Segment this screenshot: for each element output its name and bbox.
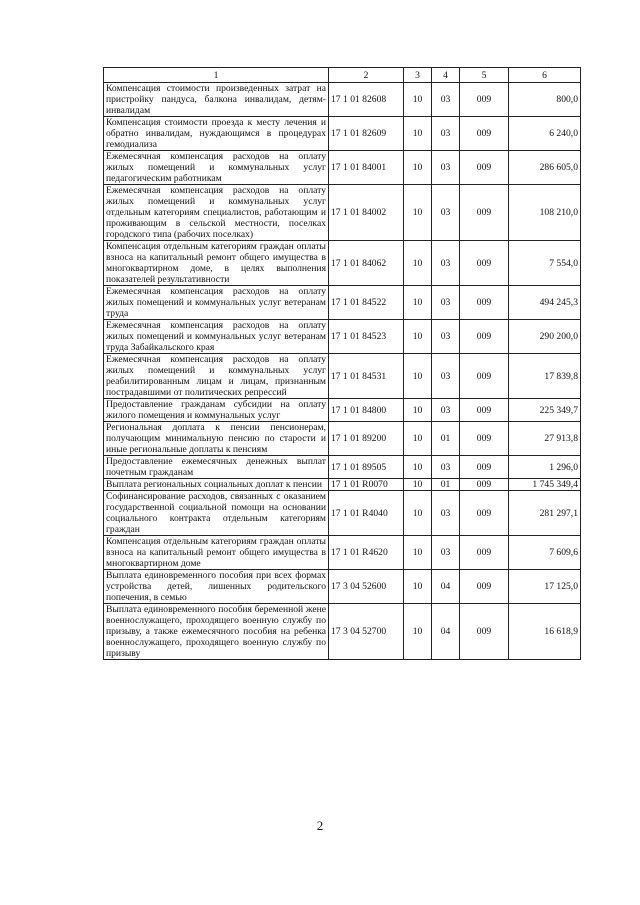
row-section-code: 10 xyxy=(404,286,432,320)
row-amount: 281 297,1 xyxy=(509,491,581,536)
row-amount: 800,0 xyxy=(509,83,581,117)
row-expense-type-code: 009 xyxy=(460,185,509,241)
row-amount: 27 913,8 xyxy=(509,422,581,456)
budget-table-section xyxy=(103,67,580,660)
row-subsection-code: 03 xyxy=(432,320,460,354)
row-amount: 286 605,0 xyxy=(509,151,581,185)
row-target-code: 17 1 01 82609 xyxy=(329,117,404,151)
table-row xyxy=(104,570,581,604)
row-section-code: 10 xyxy=(404,241,432,286)
table-row xyxy=(104,422,581,456)
row-expense-type-code: 009 xyxy=(460,399,509,422)
table-row xyxy=(104,536,581,570)
row-section-code: 10 xyxy=(404,479,432,491)
row-target-code: 17 3 04 52700 xyxy=(329,604,404,660)
row-description: Ежемесячная компенсация расходов на оплату жилых помещений и коммунальных услуг ветеранам труда xyxy=(104,286,329,320)
row-section-code: 10 xyxy=(404,604,432,660)
row-subsection-code: 04 xyxy=(432,570,460,604)
row-subsection-code: 03 xyxy=(432,241,460,286)
row-expense-type-code: 009 xyxy=(460,117,509,151)
row-description: Выплата единовременного пособия беременной жене военнослужащего, проходящего военную службу по призыву, а также ежемесячного пособия на ребенка военнослужащего, проходящего военную службу по призыву xyxy=(104,604,329,660)
row-target-code: 17 1 01 84001 xyxy=(329,151,404,185)
row-description: Софинансирование расходов, связанных с оказанием государственной социальной помощи на основании социального контракта отдельным категориям граждан xyxy=(104,491,329,536)
row-description: Ежемесячная компенсация расходов на оплату жилых помещений и коммунальных услуг отдельным категориям специалистов, работающим и проживающим в сельской местности, поселках городского типа (рабочих поселках) xyxy=(104,185,329,241)
table-row xyxy=(104,479,581,491)
row-expense-type-code: 009 xyxy=(460,456,509,479)
row-target-code: 17 1 01 84002 xyxy=(329,185,404,241)
table-row xyxy=(104,151,581,185)
row-subsection-code: 03 xyxy=(432,117,460,151)
row-description: Компенсация отдельным категориям граждан оплаты взноса на капитальный ремонт общего имущества в многоквартирном доме, в целях выполнения показателей результативности xyxy=(104,241,329,286)
row-expense-type-code: 009 xyxy=(460,241,509,286)
row-amount: 225 349,7 xyxy=(509,399,581,422)
row-amount: 7 609,6 xyxy=(509,536,581,570)
row-subsection-code: 03 xyxy=(432,399,460,422)
row-target-code: 17 1 01 89505 xyxy=(329,456,404,479)
row-subsection-code: 03 xyxy=(432,536,460,570)
row-target-code: 17 1 01 84522 xyxy=(329,286,404,320)
row-description: Ежемесячная компенсация расходов на оплату жилых помещений и коммунальных услуг реабилитированным лицам и лицам, признанным пострадавшими от политических репрессий xyxy=(104,354,329,399)
row-target-code: 17 1 01 82608 xyxy=(329,83,404,117)
table-row xyxy=(104,83,581,117)
row-target-code: 17 1 01 R0070 xyxy=(329,479,404,491)
row-section-code: 10 xyxy=(404,320,432,354)
row-description: Предоставление гражданам субсидии на оплату жилого помещения и коммунальных услуг xyxy=(104,399,329,422)
row-section-code: 10 xyxy=(404,117,432,151)
row-subsection-code: 01 xyxy=(432,422,460,456)
row-section-code: 10 xyxy=(404,570,432,604)
row-description: Выплата региональных социальных доплат к пенсии xyxy=(104,479,329,491)
row-section-code: 10 xyxy=(404,83,432,117)
row-description: Выплата единовременного пособия при всех формах устройства детей, лишенных родительского попечения, в семью xyxy=(104,570,329,604)
table-row xyxy=(104,320,581,354)
row-target-code: 17 1 01 84523 xyxy=(329,320,404,354)
row-section-code: 10 xyxy=(404,536,432,570)
row-description: Ежемесячная компенсация расходов на оплату жилых помещений и коммунальных услуг педагогическим работникам xyxy=(104,151,329,185)
row-subsection-code: 04 xyxy=(432,604,460,660)
header-col-4: 4 xyxy=(432,68,460,83)
row-section-code: 10 xyxy=(404,185,432,241)
budget-table xyxy=(103,67,581,660)
row-expense-type-code: 009 xyxy=(460,536,509,570)
row-subsection-code: 03 xyxy=(432,354,460,399)
row-expense-type-code: 009 xyxy=(460,83,509,117)
row-section-code: 10 xyxy=(404,422,432,456)
table-row xyxy=(104,241,581,286)
row-amount: 6 240,0 xyxy=(509,117,581,151)
header-row xyxy=(104,68,581,83)
table-row xyxy=(104,117,581,151)
row-subsection-code: 01 xyxy=(432,479,460,491)
row-section-code: 10 xyxy=(404,399,432,422)
row-section-code: 10 xyxy=(404,456,432,479)
row-description: Компенсация отдельным категориям граждан оплаты взноса на капитальный ремонт общего имущества в многоквартирном доме xyxy=(104,536,329,570)
table-row xyxy=(104,286,581,320)
row-amount: 1 745 349,4 xyxy=(509,479,581,491)
row-expense-type-code: 009 xyxy=(460,604,509,660)
row-expense-type-code: 009 xyxy=(460,422,509,456)
table-row xyxy=(104,399,581,422)
row-amount: 17 839,8 xyxy=(509,354,581,399)
row-amount: 290 200,0 xyxy=(509,320,581,354)
row-target-code: 17 1 01 84800 xyxy=(329,399,404,422)
row-subsection-code: 03 xyxy=(432,286,460,320)
row-section-code: 10 xyxy=(404,491,432,536)
header-col-1: 1 xyxy=(104,68,329,83)
row-description: Предоставление ежемесячных денежных выплат почетным гражданам xyxy=(104,456,329,479)
row-subsection-code: 03 xyxy=(432,456,460,479)
row-target-code: 17 3 04 52600 xyxy=(329,570,404,604)
row-description: Ежемесячная компенсация расходов на оплату жилых помещений и коммунальных услуг ветеранам труда Забайкальского края xyxy=(104,320,329,354)
row-expense-type-code: 009 xyxy=(460,491,509,536)
table-row xyxy=(104,456,581,479)
header-col-5: 5 xyxy=(460,68,509,83)
page-number: 2 xyxy=(316,818,324,833)
row-subsection-code: 03 xyxy=(432,491,460,536)
row-subsection-code: 03 xyxy=(432,151,460,185)
header-col-3: 3 xyxy=(404,68,432,83)
row-description: Компенсация стоимости проезда к месту лечения и обратно инвалидам, нуждающимся в процедурах гемодиализа xyxy=(104,117,329,151)
table-row xyxy=(104,491,581,536)
row-expense-type-code: 009 xyxy=(460,320,509,354)
header-col-2: 2 xyxy=(329,68,404,83)
table-row xyxy=(104,185,581,241)
row-section-code: 10 xyxy=(404,151,432,185)
table-row xyxy=(104,354,581,399)
row-subsection-code: 03 xyxy=(432,185,460,241)
row-section-code: 10 xyxy=(404,354,432,399)
header-col-6: 6 xyxy=(509,68,581,83)
row-target-code: 17 1 01 R4040 xyxy=(329,491,404,536)
row-target-code: 17 1 01 R4620 xyxy=(329,536,404,570)
row-description: Компенсация стоимости произведенных затрат на пристройку пандуса, балкона инвалидам, детям-инвалидам xyxy=(104,83,329,117)
row-amount: 7 554,0 xyxy=(509,241,581,286)
row-subsection-code: 03 xyxy=(432,83,460,117)
row-description: Региональная доплата к пенсии пенсионерам, получающим минимальную пенсию по старости и иные региональные доплаты к пенсиям xyxy=(104,422,329,456)
row-amount: 108 210,0 xyxy=(509,185,581,241)
row-expense-type-code: 009 xyxy=(460,570,509,604)
row-amount: 16 618,9 xyxy=(509,604,581,660)
row-expense-type-code: 009 xyxy=(460,151,509,185)
row-target-code: 17 1 01 84062 xyxy=(329,241,404,286)
row-target-code: 17 1 01 89200 xyxy=(329,422,404,456)
table-row xyxy=(104,604,581,660)
row-amount: 17 125,0 xyxy=(509,570,581,604)
row-expense-type-code: 009 xyxy=(460,354,509,399)
row-expense-type-code: 009 xyxy=(460,286,509,320)
table-body xyxy=(104,83,581,660)
row-amount: 1 296,0 xyxy=(509,456,581,479)
row-target-code: 17 1 01 84531 xyxy=(329,354,404,399)
row-expense-type-code: 009 xyxy=(460,479,509,491)
row-amount: 494 245,3 xyxy=(509,286,581,320)
